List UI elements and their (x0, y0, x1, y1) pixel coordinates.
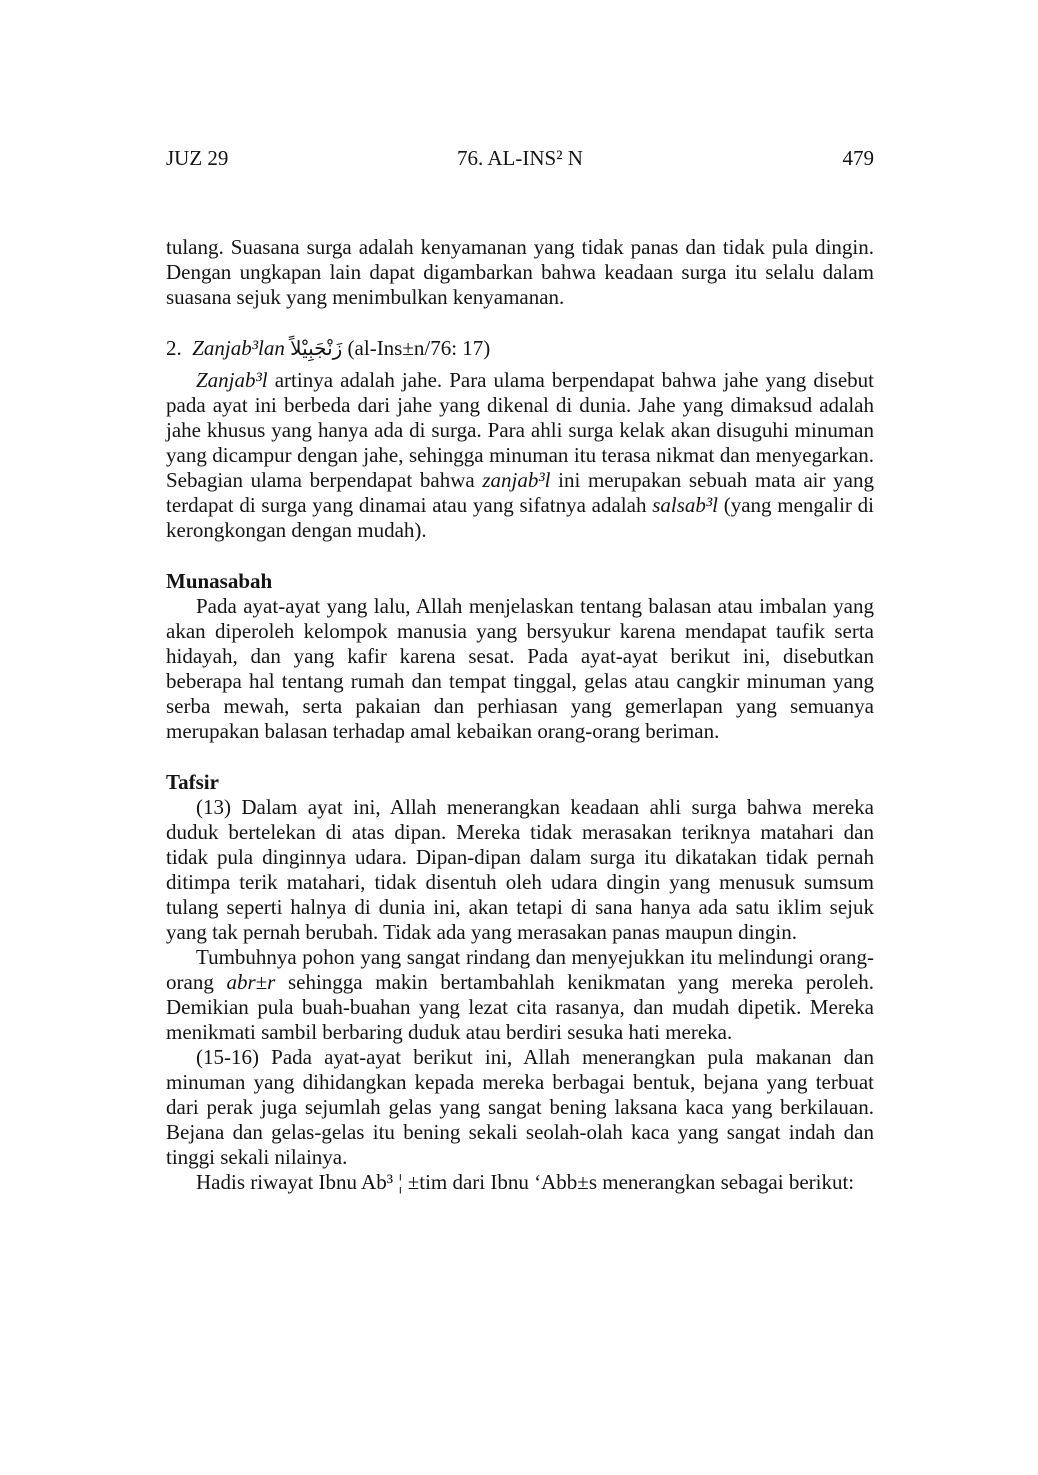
tafsir-p2-term: abr±r (226, 970, 276, 994)
tafsir-paragraph-4: Hadis riwayat Ibnu Ab³ ¦ ±tim dari Ibnu ‘Abb±s menerangkan sebagai berikut: (196, 1170, 855, 1194)
def-text-3: (yang mengalir di kerongkongan dengan mudah). (166, 493, 874, 542)
def-term-3: salsab³l (652, 493, 718, 517)
tafsir-paragraph-2 (166, 945, 874, 1045)
tafsir-p2-a: Tumbuhnya pohon yang sangat rindang dan menyejukkan itu melindungi orang-orang (166, 945, 874, 994)
vocab-item (166, 334, 874, 362)
page-header (166, 146, 874, 174)
vocab-reference: (al-Ins±n/76: 17) (347, 336, 491, 360)
def-term-2: zanjab³l (482, 468, 551, 492)
page-number: 479 (842, 146, 874, 170)
juz-label: JUZ 29 (166, 146, 229, 170)
def-term: Zanjab³l (196, 368, 268, 392)
vocab-arabic: زَنْجَبِيْلاً (290, 336, 343, 360)
vocab-number: 2. (166, 336, 182, 360)
munasabah-heading: Munasabah (166, 569, 273, 593)
vocab-term: Zanjab³lan (192, 336, 285, 360)
page-body (166, 235, 874, 1195)
surah-title: 76. AL-INS² N (457, 146, 583, 170)
munasabah-paragraph: Pada ayat-ayat yang lalu, Allah menjelaskan tentang balasan atau imbalan yang akan diperoleh kelompok manusia yang bersyukur karena mendapat taufik serta hidayah, dan yang kafir karena sesat. Pada ayat-ayat berikut ini, disebutkan beberapa hal tentang rumah dan tempat tinggal, gelas atau cangkir minuman yang serba mewah, serta pakaian dan perhiasan yang gemerlapan yang semuanya merupakan balasan terhadap amal kebaikan orang-orang beriman. (166, 594, 874, 743)
def-text-2: ini merupakan sebuah mata air yang terdapat di surga yang dinamai atau yang sifatnya adalah (166, 468, 874, 517)
tafsir-p2-b: sehingga makin bertambahlah kenikmatan yang mereka peroleh. Demikian pula buah-buahan yang lezat cita rasanya, dan mudah dipetik. Mereka menikmati sambil berbaring duduk atau berdiri sesuka hati mereka. (166, 970, 874, 1044)
tafsir-paragraph-1: (13) Dalam ayat ini, Allah menerangkan keadaan ahli surga bahwa mereka duduk bertelekan di atas dipan. Mereka tidak merasakan teriknya matahari dan tidak pula dinginnya udara. Dipan-dipan dalam surga itu dikatakan tidak pernah ditimpa terik matahari, tidak disentuh oleh udara dingin yang menusuk sumsum tulang seperti halnya di dunia ini, akan tetapi di sana hanya ada satu iklim sejuk yang tak pernah berubah. Tidak ada yang merasakan panas maupun dingin. (166, 795, 874, 944)
def-text-1: artinya adalah jahe. Para ulama berpendapat bahwa jahe yang disebut pada ayat ini berbeda dari jahe yang dikenal di dunia. Jahe yang dimaksud adalah jahe khusus yang hanya ada di surga. Para ahli surga kelak akan disuguhi minuman yang dicampur dengan jahe, sehingga minuman itu terasa nikmat dan menyegarkan. Sebagian ulama berpendapat bahwa (166, 368, 874, 492)
vocab-definition (166, 368, 874, 543)
tafsir-heading: Tafsir (166, 770, 219, 794)
tafsir-paragraph-3: (15-16) Pada ayat-ayat berikut ini, Allah menerangkan pula makanan dan minuman yang dihidangkan kepada mereka berbagai bentuk, bejana yang terbuat dari perak juga sejumlah gelas yang sangat bening laksana kaca yang berkilauan. Bejana dan gelas-gelas itu bening sekali seolah-olah kaca yang sangat indah dan tinggi sekali nilainya. (166, 1045, 874, 1169)
intro-paragraph: tulang. Suasana surga adalah kenyamanan yang tidak panas dan tidak pula dingin. Dengan ungkapan lain dapat digambarkan bahwa keadaan surga itu selalu dalam suasana sejuk yang menimbulkan kenyamanan. (166, 235, 874, 309)
